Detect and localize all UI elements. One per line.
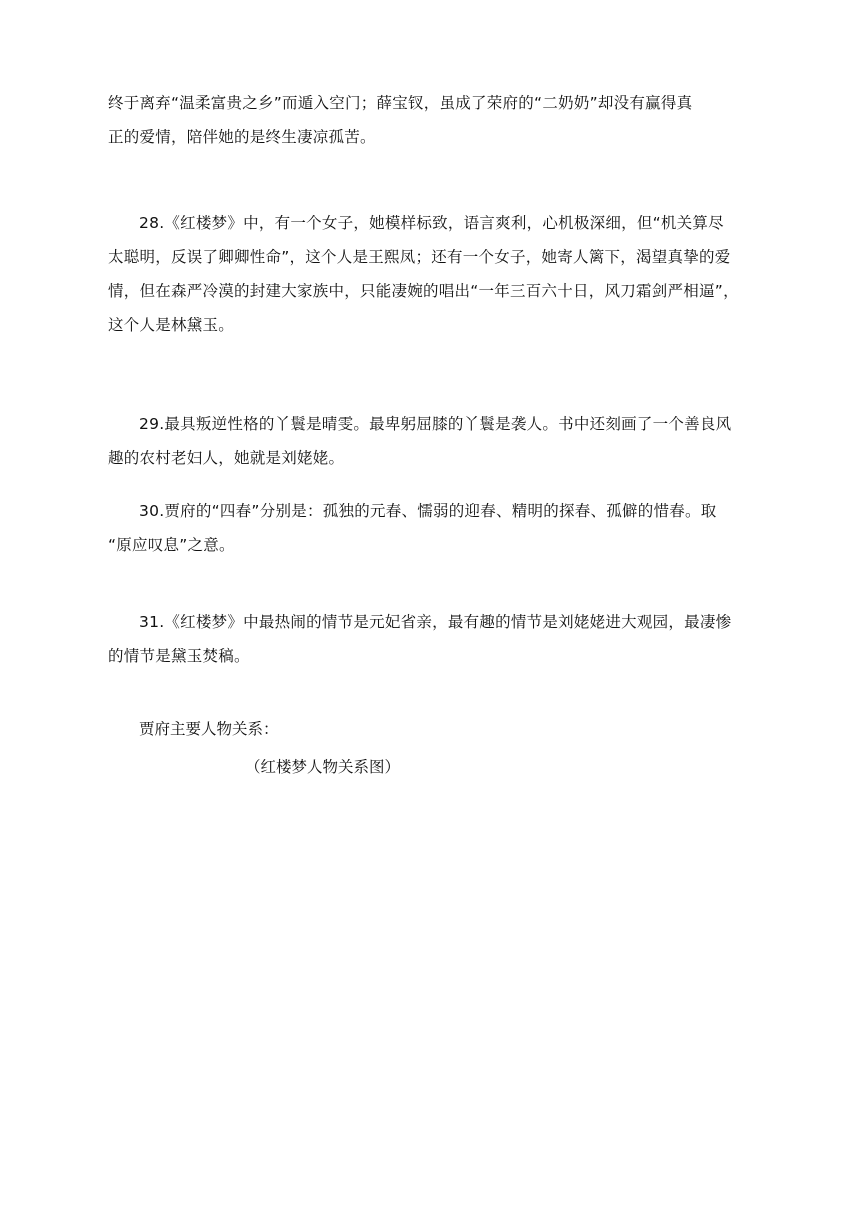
paragraph-29 — [108, 407, 756, 475]
paragraph-30 — [108, 494, 756, 562]
text-line: 正的爱情，陪伴她的是终生凄凉孤苦。 — [108, 128, 376, 146]
text-line: 的情节是黛玉焚稿。 — [108, 647, 250, 665]
relations-heading: 贾府主要人物关系： — [139, 720, 279, 738]
text-line: 趣的农村老妇人，她就是刘姥姥。 — [108, 449, 345, 467]
figure-caption: （红楼梦人物关系图） — [245, 758, 401, 776]
text-line: 31.《红楼梦》中最热闹的情节是元妃省亲，最有趣的情节是刘姥姥进大观园，最凄惨 — [139, 613, 732, 631]
text-line: 30.贾府的“四春”分别是：孤独的元春、懦弱的迎春、精明的探春、孤僻的惜春。取 — [139, 502, 717, 520]
text-line: 太聪明，反误了卿卿性命”，这个人是王熙凤；还有一个女子，她寄人篱下，渴望真挚的爱 — [108, 248, 731, 266]
text-line: 终于离弃“温柔富贵之乡”而遁入空门；薛宝钗，虽成了荣府的“二奶奶”却没有赢得真 — [108, 94, 693, 112]
text-line: 29.最具叛逆性格的丫鬟是晴雯。最卑躬屈膝的丫鬟是袭人。书中还刻画了一个善良风 — [139, 415, 732, 433]
paragraph-continued — [108, 86, 756, 154]
paragraph-31 — [108, 605, 756, 673]
text-line: 28.《红楼梦》中，有一个女子，她模样标致，语言爽利，心机极深细，但“机关算尽 — [139, 214, 724, 232]
text-line: “原应叹息”之意。 — [108, 536, 235, 554]
paragraph-28 — [108, 206, 756, 342]
text-line: 这个人是林黛玉。 — [108, 316, 235, 334]
text-line: 情，但在森严冷漠的封建大家族中，只能凄婉的唱出“一年三百六十日，风刀霜剑严相逼”， — [108, 282, 739, 300]
